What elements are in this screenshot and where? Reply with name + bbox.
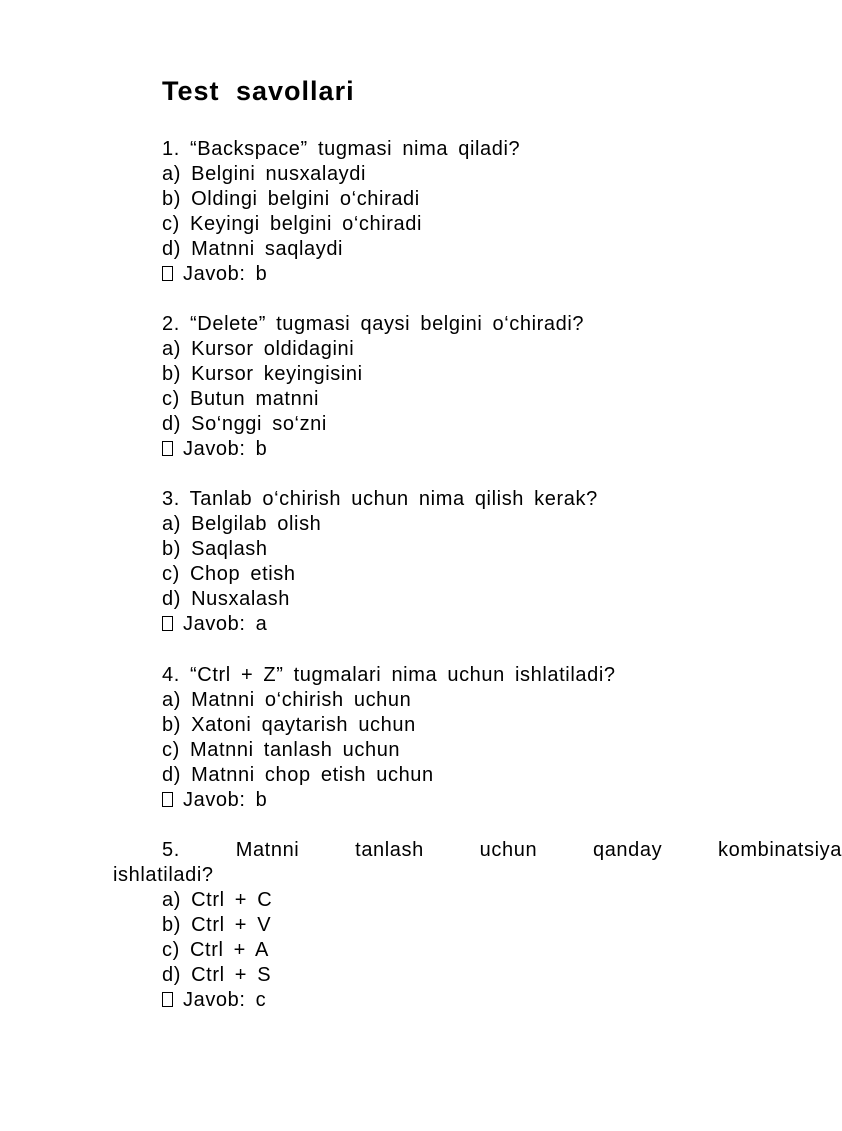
- option-b: b) Saqlash: [162, 538, 268, 560]
- question-word: tanlash: [355, 839, 424, 861]
- option-c: c) Keyingi belgini o‘chiradi: [162, 213, 423, 235]
- question-text-continuation: ishlatiladi?: [113, 864, 214, 886]
- question-word: Matnni: [235, 839, 300, 861]
- option-a: a) Ctrl + C: [162, 889, 273, 911]
- option-b: b) Ctrl + V: [162, 914, 272, 936]
- missing-glyph-icon: [162, 992, 173, 1007]
- option-a: a) Kursor oldidagini: [162, 338, 355, 360]
- question-word: qanday: [592, 839, 663, 861]
- question-block-2: [162, 312, 802, 462]
- question-text: 1. “Backspace” tugmasi nima qiladi?: [162, 138, 521, 160]
- question-block-3: [162, 487, 802, 637]
- question-text: 2. “Delete” tugmasi qaysi belgini o‘chiradi?: [162, 313, 585, 335]
- option-c: c) Ctrl + A: [162, 939, 269, 961]
- answer-line: [162, 262, 802, 287]
- question-block-5: [162, 888, 802, 1013]
- option-c: c) Butun matnni: [162, 388, 320, 410]
- question-word: kombinatsiya: [718, 839, 842, 861]
- option-c: c) Chop etish: [162, 563, 296, 585]
- option-b: b) Kursor keyingisini: [162, 363, 363, 385]
- option-d: d) Ctrl + S: [162, 964, 272, 986]
- answer-text: Javob: a: [183, 613, 268, 635]
- page-title: Test savollari: [162, 76, 355, 106]
- question-word: 5.: [162, 839, 180, 861]
- option-b: b) Xatoni qaytarish uchun: [162, 714, 416, 736]
- missing-glyph-icon: [162, 266, 173, 281]
- option-a: a) Belgini nusxalaydi: [162, 163, 367, 185]
- option-c: c) Matnni tanlash uchun: [162, 739, 401, 761]
- answer-line: [162, 612, 802, 637]
- option-d: d) Nusxalash: [162, 588, 290, 610]
- answer-line: [162, 437, 802, 462]
- option-b: b) Oldingi belgini o‘chiradi: [162, 188, 420, 210]
- missing-glyph-icon: [162, 441, 173, 456]
- question-text-5: [162, 838, 842, 863]
- answer-text: Javob: b: [183, 789, 268, 811]
- option-d: d) Matnni chop etish uchun: [162, 764, 434, 786]
- missing-glyph-icon: [162, 616, 173, 631]
- question-block-1: [162, 137, 802, 287]
- answer-text: Javob: c: [183, 989, 267, 1011]
- question-text: 4. “Ctrl + Z” tugmalari nima uchun ishlatiladi?: [162, 664, 616, 686]
- answer-text: Javob: b: [183, 438, 268, 460]
- answer-line: [162, 988, 802, 1013]
- option-d: d) Matnni saqlaydi: [162, 238, 344, 260]
- answer-line: [162, 788, 802, 813]
- option-a: a) Belgilab olish: [162, 513, 322, 535]
- missing-glyph-icon: [162, 792, 173, 807]
- answer-text: Javob: b: [183, 263, 268, 285]
- question-word: uchun: [479, 839, 538, 861]
- option-d: d) So‘nggi so‘zni: [162, 413, 327, 435]
- question-block-4: [162, 663, 802, 813]
- option-a: a) Matnni o‘chirish uchun: [162, 689, 412, 711]
- question-text: 3. Tanlab o‘chirish uchun nima qilish kerak?: [162, 488, 598, 510]
